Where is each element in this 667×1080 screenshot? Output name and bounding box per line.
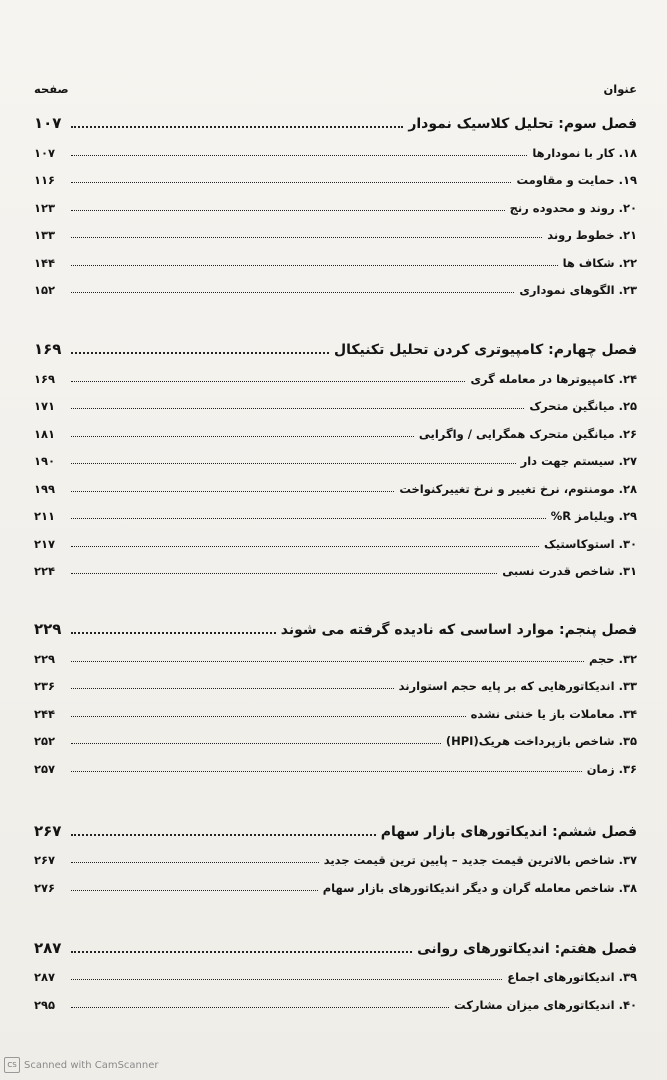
title-column-label: عنوان [603,82,637,96]
entry-page-number: ۲۸۷ [34,970,56,984]
toc-entry[interactable] [34,867,637,895]
toc-entry[interactable] [34,413,637,441]
chapter-page-number: ۲۲۹ [34,620,62,638]
entry-title: ۲۰. روند و محدوده رنج [509,200,637,215]
entry-page-number: ۲۵۲ [34,734,56,748]
entry-title: ۲۴. کامپیوترها در معامله گری [470,371,637,386]
dot-leader [71,1007,449,1008]
dot-leader [71,951,412,953]
toc-entry[interactable] [34,551,637,579]
entry-title: ۳۹. اندیکاتورهای اجماع [507,970,637,984]
toc-entry[interactable] [34,638,637,666]
dot-leader [71,862,319,863]
dot-leader [71,661,584,662]
dot-leader [71,743,441,744]
dot-leader [71,182,511,183]
dot-leader [71,155,527,156]
dot-leader [71,463,516,464]
toc-entry[interactable] [34,441,637,469]
page-column-label: صفحه [34,82,69,96]
toc-entry[interactable] [34,215,637,243]
chapter-page-number: ۲۸۷ [34,938,62,957]
dot-leader [71,265,558,266]
entry-page-number: ۲۹۵ [34,997,56,1012]
entry-page-number: ۱۸۱ [34,426,56,441]
entry-page-number: ۱۱۶ [34,173,56,187]
toc-entry[interactable] [34,160,637,188]
dot-leader [71,518,546,519]
dot-leader [71,237,542,238]
entry-title: ۲۵. میانگین متحرک [529,399,637,413]
entry-page-number: ۲۷۶ [34,880,56,895]
chapter-title-row[interactable] [34,929,637,957]
entry-page-number: ۱۳۳ [34,228,56,242]
entry-title: ۲۲. شکاف ها [562,255,637,270]
chapter-title-row[interactable] [34,330,637,358]
entry-title: ۲۹. ویلیامز R% [550,509,637,523]
entry-page-number: ۲۲۹ [34,651,56,666]
entry-page-number: ۱۷۱ [34,399,56,413]
toc-entry[interactable] [34,386,637,414]
dot-leader [71,292,514,293]
dot-leader [71,573,497,574]
dot-leader [71,688,394,689]
toc-entry[interactable] [34,358,637,386]
toc-entry[interactable] [34,468,637,496]
toc-entry[interactable] [34,132,637,160]
entry-title: ۳۵. شاخص بازپرداخت هریک(HPI) [445,734,637,748]
dot-leader [71,491,394,492]
dot-leader [71,979,502,980]
toc-entry[interactable] [34,721,637,749]
dot-leader [71,210,505,211]
toc-entry[interactable] [34,270,637,298]
entry-title: ۳۰. استوکاستیک [543,536,637,551]
entry-title: ۲۳. الگوهای نموداری [519,283,637,297]
chapter-section [34,330,637,578]
entry-title: ۲۱. خطوط روند [547,228,637,242]
chapter-page-number: ۱۰۷ [34,114,62,132]
chapter-title-row[interactable] [34,104,637,132]
entry-title: ۳۴. معاملات باز یا خنثی نشده [470,706,637,721]
dot-leader [71,716,466,717]
toc-entry[interactable] [34,693,637,721]
toc-entry[interactable] [34,957,637,985]
chapter-spacer [34,578,637,610]
chapter-title: فصل چهارم: کامپیوتری کردن تحلیل تکنیکال [333,342,637,358]
toc-entry[interactable] [34,840,637,868]
scanner-watermark [4,1057,159,1073]
entry-page-number: ۲۱۷ [34,536,56,551]
chapter-section [34,104,637,297]
dot-leader [71,436,414,437]
chapter-spacer [34,895,637,929]
entry-page-number: ۲۲۴ [34,564,56,578]
entry-title: ۲۶. میانگین متحرک همگرایی / واگرایی [418,426,637,441]
dot-leader [71,126,403,128]
dot-leader [71,408,524,409]
chapter-title-row[interactable] [34,610,637,638]
entry-title: ۳۸. شاخص معامله گران و دیگر اندیکاتورهای بازار سهام [322,880,637,895]
dot-leader [71,771,582,772]
chapter-page-number: ۱۶۹ [34,340,62,358]
entry-title: ۳۲. حجم [588,651,637,666]
entry-page-number: ۱۵۲ [34,283,56,297]
dot-leader [71,546,539,547]
entry-title: ۱۹. حمایت و مقاومت [516,173,637,187]
entry-page-number: ۱۴۴ [34,255,56,270]
chapter-title: فصل پنجم: موارد اساسی که نادیده گرفته می شوند [280,622,637,638]
chapter-list [34,104,637,1012]
toc-entry[interactable] [34,242,637,270]
entry-page-number: ۲۴۴ [34,706,56,721]
chapter-page-number: ۲۶۷ [34,821,62,840]
entry-page-number: ۲۶۷ [34,853,56,867]
toc-entry[interactable] [34,984,637,1012]
entry-title: ۳۱. شاخص قدرت نسبی [502,564,637,578]
entry-page-number: ۲۵۷ [34,761,56,776]
chapter-section [34,812,637,895]
dot-leader [71,834,376,836]
entry-title: ۲۸. مومنتوم، نرخ تغییر و نرخ تغییرکنواخت [399,481,637,496]
dot-leader [71,381,465,382]
entry-page-number: ۲۳۶ [34,679,56,693]
entry-title: ۳۳. اندیکاتورهایی که بر پایه حجم استوارند [398,679,637,693]
entry-page-number: ۱۲۳ [34,200,56,215]
chapter-spacer [34,297,637,330]
entry-page-number: ۱۹۹ [34,481,56,496]
toc-entry[interactable] [34,496,637,524]
chapter-spacer [34,776,637,812]
entry-title: ۴۰. اندیکاتورهای میزان مشارکت [454,997,637,1012]
chapter-section [34,929,637,1012]
dot-leader [71,890,318,891]
chapter-section [34,610,637,776]
dot-leader [71,352,329,354]
table-of-contents [34,82,637,1012]
chapter-title: فصل ششم: اندیکاتورهای بازار سهام [380,823,637,840]
dot-leader [71,632,276,634]
entry-title: ۳۶. زمان [586,761,637,776]
chapter-title: فصل سوم: تحلیل کلاسیک نمودار [408,116,637,132]
entry-page-number: ۱۰۷ [34,145,56,160]
watermark-text: Scanned with CamScanner [24,1059,159,1071]
toc-entry[interactable] [34,187,637,215]
entry-title: ۲۷. سیستم جهت دار [520,454,637,468]
toc-header [34,82,637,104]
entry-page-number: ۲۱۱ [34,509,56,523]
entry-page-number: ۱۶۹ [34,371,56,386]
toc-entry[interactable] [34,523,637,551]
chapter-title: فصل هفتم: اندیکاتورهای روانی [417,940,637,957]
camscanner-logo-icon: CS [4,1057,20,1073]
entry-title: ۱۸. کار با نمودارها [532,145,637,160]
chapter-title-row[interactable] [34,812,637,840]
entry-page-number: ۱۹۰ [34,454,56,468]
toc-entry[interactable] [34,666,637,694]
entry-title: ۳۷. شاخص بالاترین قیمت جدید – پایین ترین قیمت جدید [323,853,637,867]
toc-entry[interactable] [34,748,637,776]
